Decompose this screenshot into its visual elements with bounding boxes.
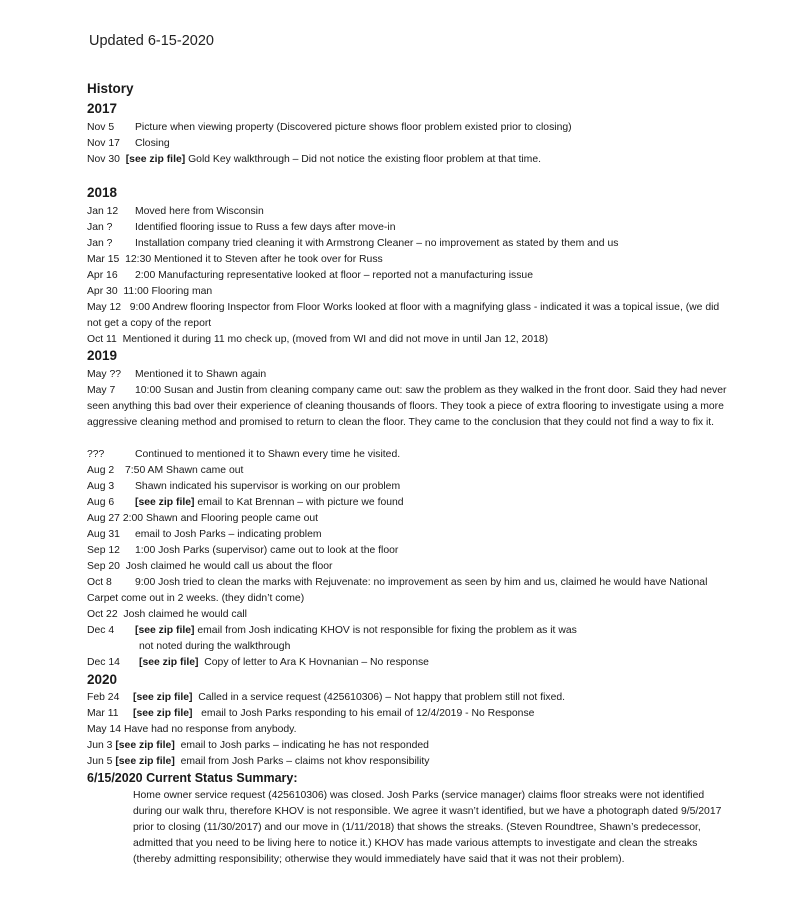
year-heading-2017: 2017 [87, 101, 118, 116]
history-entry [87, 575, 727, 607]
history-heading: History [87, 81, 134, 96]
history-entry [87, 754, 429, 770]
entry-date: Mar 15 [87, 254, 120, 265]
entry-date: ??? [87, 449, 105, 460]
zip-file-reference: [see zip file] [135, 497, 195, 508]
history-entry [87, 463, 243, 479]
entry-text: 9:00 Josh tried to clean the marks with Rejuvenate: no improvement as seen by him and us, claimed he would have National Carpet come out in 2 weeks. (they didn’t come) [87, 577, 708, 604]
entry-date: Sep 20 [87, 561, 120, 572]
entry-date: Jun 5 [87, 756, 113, 767]
entry-date: Nov 5 [87, 122, 115, 133]
entry-date: Apr 16 [87, 270, 118, 281]
entry-text: Mentioned it during 11 mo check up, (moved from WI and did not move in until Jan 12, 2018) [122, 334, 549, 345]
entry-date: Aug 2 [87, 465, 115, 476]
entry-text: Copy of letter to Ara K Hovnanian – No response [204, 657, 429, 668]
entry-date: Jan 12 [87, 206, 119, 217]
zip-file-reference: [see zip file] [133, 692, 193, 703]
entry-date: Jan ? [87, 222, 113, 233]
status-summary-text: Home owner service request (425610306) was closed. Josh Parks (service manager) claims floor streaks were not identified during our walk thru, therefore KHOV is not responsible. We agree it wasn’t identified, but we have a photograph dated 9/5/2017 prior to closing (11/30/2017) and our move in (1/11/2018) that shows the streaks. (Steven Roundtree, Shawn’s predecessor, admitted that you need to be living here to notice it.) KHOV has made various attempts to investigate and clean the streaks (thereby admitting responsibility; otherwise they would immediately have said that it was not their problem). [133, 790, 722, 865]
entry-text: Identified flooring issue to Russ a few days after move-in [135, 222, 396, 233]
entry-date: Mar 11 [87, 708, 119, 719]
history-entry [87, 495, 404, 511]
history-entry [87, 706, 534, 722]
entry-date: May 14 [87, 724, 122, 735]
history-entry [87, 655, 429, 671]
entry-text: Picture when viewing property (Discovered picture shows floor problem existed prior to closing) [135, 122, 572, 133]
entry-date: Oct 22 [87, 609, 118, 620]
entry-date: May 7 [87, 385, 116, 396]
zip-file-reference: [see zip file] [135, 625, 195, 636]
history-entry [87, 511, 318, 527]
entry-text: email to Josh Parks responding to his email of 12/4/2019 - No Response [201, 708, 535, 719]
entry-date: Jan ? [87, 238, 113, 249]
history-entry [87, 268, 533, 284]
year-heading-2020: 2020 [87, 672, 118, 687]
entry-date: Sep 12 [87, 545, 120, 556]
entry-text: Shawn indicated his supervisor is working on our problem [135, 481, 401, 492]
history-entry-continuation: not noted during the walkthrough [139, 641, 291, 652]
entry-text: Continued to mentioned it to Shawn every time he visited. [135, 449, 401, 460]
history-entry [87, 607, 247, 623]
entry-date: Aug 31 [87, 529, 120, 540]
entry-text: Gold Key walkthrough – Did not notice the existing floor problem at that time. [188, 154, 541, 165]
history-entry [87, 527, 322, 543]
entry-text: email from Josh Parks – claims not khov responsibility [180, 756, 430, 767]
entry-text: Have had no response from anybody. [123, 724, 297, 735]
history-entry [87, 447, 400, 463]
history-entry [87, 543, 398, 559]
history-entry [87, 204, 264, 220]
entry-date: Dec 14 [87, 657, 120, 668]
history-entry [87, 152, 541, 168]
history-entry [87, 236, 618, 252]
entry-date: Aug 3 [87, 481, 115, 492]
history-entry [87, 738, 429, 754]
history-entry [87, 252, 383, 268]
entry-text: 1:00 Josh Parks (supervisor) came out to look at the floor [135, 545, 399, 556]
entry-text: email to Josh parks – indicating he has not responded [180, 740, 429, 751]
entry-text: Called in a service request (425610306) – Not happy that problem still not fixed. [198, 692, 566, 703]
entry-text: 10:00 Susan and Justin from cleaning company came out: saw the problem as they walked in the front door. Said they had never seen anything this bad over their experience of cleaning thousands of floors. They took a piece of extra flooring to investigate using a more aggressive cleaning method and promised to return to clean the floor. They came to the conclusion that they could not find a way to fix it. [87, 385, 727, 428]
entry-date: Nov 30 [87, 154, 120, 165]
history-entry [87, 136, 170, 152]
zip-file-reference: [see zip file] [139, 657, 199, 668]
entry-date: Nov 17 [87, 138, 120, 149]
history-entry [87, 120, 572, 136]
entry-date: Aug 27 [87, 513, 120, 524]
entry-date: Oct 11 [87, 334, 117, 345]
entry-text: Josh claimed he would call us about the floor [125, 561, 333, 572]
history-entry [87, 479, 400, 495]
entry-date: Aug 6 [87, 497, 115, 508]
history-entry [87, 383, 727, 431]
year-heading-2019: 2019 [87, 348, 118, 363]
entry-text: Moved here from Wisconsin [135, 206, 264, 217]
entry-text: Josh claimed he would call [123, 609, 247, 620]
history-entry [87, 559, 333, 575]
history-entry [87, 722, 296, 738]
history-entry [87, 220, 395, 236]
entry-date: Apr 30 [87, 286, 118, 297]
status-summary-heading: 6/15/2020 Current Status Summary: [87, 771, 298, 785]
zip-file-reference: [see zip file] [115, 756, 175, 767]
entry-date: May 12 [87, 302, 122, 313]
entry-text: Installation company tried cleaning it with Armstrong Cleaner – no improvement as stated by them and us [135, 238, 619, 249]
history-entry [87, 367, 266, 383]
entry-text: 11:00 Flooring man [123, 286, 213, 297]
entry-text: 2:00 Shawn and Flooring people came out [122, 513, 319, 524]
history-entry [87, 300, 727, 332]
zip-file-reference: [see zip file] [125, 154, 186, 165]
entry-text: email to Josh Parks – indicating problem [135, 529, 322, 540]
history-entry [87, 332, 548, 348]
entry-text: Mentioned it to Shawn again [135, 369, 267, 380]
history-entry [87, 623, 577, 639]
entry-text: email to Kat Brennan – with picture we found [197, 497, 404, 508]
zip-file-reference: [see zip file] [115, 740, 175, 751]
entry-text: 2:00 Manufacturing representative looked at floor – reported not a manufacturing issue [135, 270, 533, 281]
history-entry [87, 284, 212, 300]
entry-text: email from Josh indicating KHOV is not responsible for fixing the problem as it was [197, 625, 577, 636]
updated-date: Updated 6-15-2020 [89, 33, 214, 49]
entry-date: May ?? [87, 369, 122, 380]
entry-text: Closing [135, 138, 170, 149]
entry-text: 12:30 Mentioned it to Steven after he took over for Russ [125, 254, 383, 265]
entry-date: Feb 24 [87, 692, 120, 703]
zip-file-reference: [see zip file] [133, 708, 193, 719]
entry-date: Oct 8 [87, 577, 112, 588]
entry-date: Dec 4 [87, 625, 115, 636]
entry-text: 7:50 AM Shawn came out [125, 465, 244, 476]
year-heading-2018: 2018 [87, 185, 118, 200]
entry-text: 9:00 Andrew flooring Inspector from Floor Works looked at floor with a magnifying glass - indicated it was a topical issue, (we did not get a copy of the report [87, 302, 720, 329]
history-entry [87, 690, 565, 706]
entry-date: Jun 3 [87, 740, 113, 751]
